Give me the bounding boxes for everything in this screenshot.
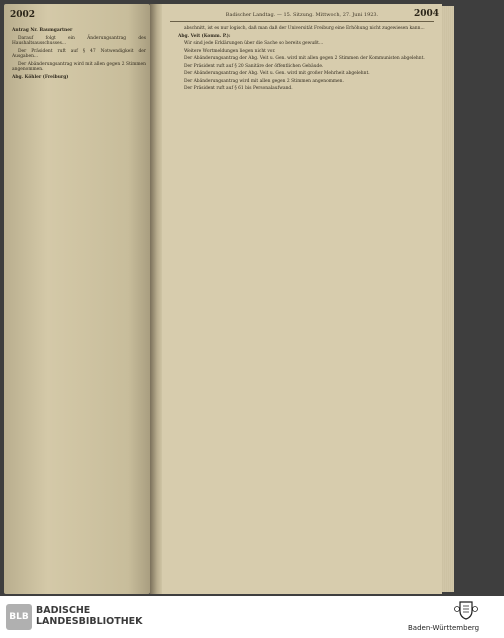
speaker-heading: Abg. Veit (Komm. P.): xyxy=(178,33,231,39)
left-page-number: 2002 xyxy=(10,10,36,20)
text-line: Der Abänderungsantrag wird mit allen gegen 2 Stimmen angenommen. xyxy=(184,78,344,84)
partner-name: Baden-Württemberg xyxy=(408,624,480,632)
text-line: Der Präsident ruft auf § 20 Sanitäre der öffentlichen Gebäude. xyxy=(184,63,324,69)
text-line: Der Präsident ruft auf § 47 Notwendigkeit der Ausgaben... xyxy=(12,48,146,59)
blb-logo: BLB xyxy=(6,604,32,630)
right-page-number: 2004 xyxy=(414,9,440,19)
coat-of-arms-icon xyxy=(452,599,480,621)
left-page xyxy=(4,4,150,594)
text-line: abschnitt, ist es nur logisch, daß man daß der Universität Freiburg eine Erhöhung nicht zugewiesen kann... xyxy=(184,26,425,31)
text-line: Abg. Köhler (Freiburg) xyxy=(12,74,69,80)
text-line: Der Abänderungsantrag wird mit allen gegen 2 Stimmen angenommen. xyxy=(12,61,146,72)
right-column-text xyxy=(178,26,428,94)
library-footer xyxy=(0,596,504,638)
institution-line-1: BADISCHE xyxy=(36,605,91,616)
page-edges xyxy=(442,6,454,592)
header-rule xyxy=(170,21,434,22)
text-line: Antrag Nr. Baumgartner xyxy=(12,28,73,33)
text-line: Weitere Wortmeldungen liegen nicht vor. xyxy=(184,48,276,54)
book-gutter xyxy=(150,4,162,594)
text-line: Der Abänderungsantrag der Abg. Veit u. Gen. wird mit allen gegen 2 Stimmen der Kommunisten abgelehnt. xyxy=(184,56,425,61)
institution-line-2: LANDESBIBLIOTHEK xyxy=(36,616,143,627)
institution-name xyxy=(36,605,143,627)
left-page-text xyxy=(12,28,146,82)
text-line: Darauf folgt ein Änderungsantrag des Haushaltsausschusses... xyxy=(12,35,146,46)
text-line: Der Abänderungsantrag der Abg. Veit u. Gen. wird mit großer Mehrheit abgelehnt. xyxy=(184,71,370,76)
text-line: Wir sind jede Erklärungen über die Sache so bereits gewußt... xyxy=(184,41,324,46)
right-page xyxy=(162,4,442,594)
text-line: Der Präsident ruft auf § 61 bis Personalaufwand. xyxy=(184,86,293,91)
page-header: Badischer Landtag. — 15. Sitzung. Mittwoch, 27. Juni 1923. xyxy=(225,12,379,18)
